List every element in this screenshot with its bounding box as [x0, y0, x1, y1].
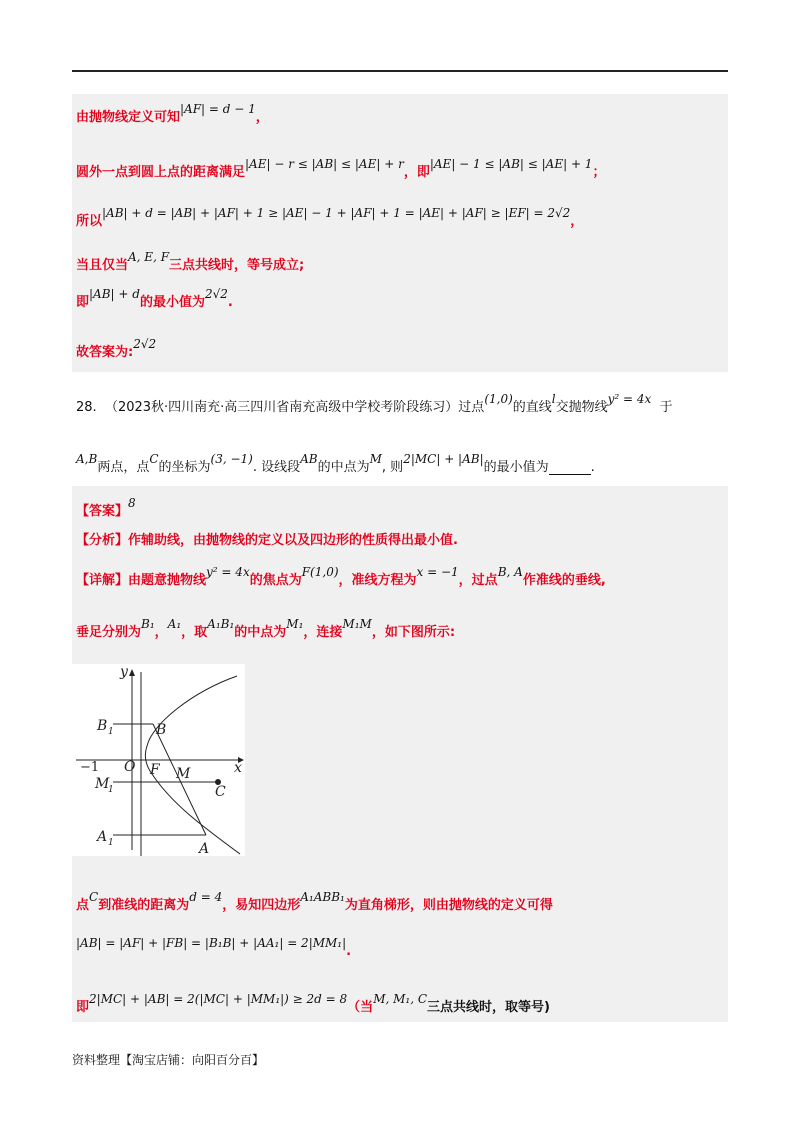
label-x: x [234, 760, 242, 776]
detail-line-1: 【详解】由题意抛物线y² = 4x的焦点为F(1,0)，准线方程为x = −1，过点B, A作准线的垂线, [76, 565, 606, 588]
label-y: y [120, 664, 128, 680]
box1-line-5: 即|AB| + d的最小值为2√2. [76, 287, 233, 310]
label-A1-sub: 1 [108, 838, 114, 848]
box1-line-4: 当且仅当A, E, F三点共线时，等号成立; [76, 250, 305, 273]
solution-box-previous [72, 94, 728, 372]
detail-line-2: 垂足分别为B₁，A₁，取A₁B₁的中点为M₁，连接M₁M，如下图所示: [76, 617, 456, 640]
box1-line-1: 由抛物线定义可知|AF| = d − 1， [76, 102, 269, 125]
label-O: O [124, 759, 136, 775]
detail-line-3: 点C到准线的距离为d = 4，易知四边形A₁ABB₁为直角梯形，则由抛物线的定义可得 [76, 890, 553, 913]
answer-line: 【答案】8 [76, 496, 136, 519]
question-28-line-2: A,B两点，点C的坐标为(3, −1). 设线段AB的中点为M, 则2|MC| + |AB|的最小值为 . [76, 452, 595, 475]
parabola-diagram [72, 664, 245, 856]
label-A1: A [97, 829, 108, 845]
box1-line-2: 圆外一点到圆上点的距离满足|AE| − r ≤ |AB| ≤ |AE| + r，即|AE| − 1 ≤ |AB| ≤ |AE| + 1； [76, 157, 606, 180]
box1-line-6: 故答案为:2√2 [76, 337, 157, 360]
label-B: B [156, 722, 167, 738]
header-rule [72, 70, 728, 72]
label-B1: B [97, 718, 108, 734]
y-axis-arrow [129, 669, 135, 676]
analysis-line: 【分析】作辅助线，由抛物线的定义以及四边形的性质得出最小值. [76, 533, 458, 548]
footer-source: 资料整理【淘宝店铺：向阳百分百】 [72, 1053, 265, 1067]
label-B1-sub: 1 [108, 727, 114, 737]
label-M1: M [95, 776, 110, 792]
detail-line-5: 即2|MC| + |AB| = 2(|MC| + |MM₁|) ≥ 2d = 8（当M, M₁, C三点共线时，取等号) [76, 992, 550, 1015]
question-28-line-1: 28. （2023秋·四川南充·高三四川省南充高级中学校考阶段练习）过点(1,0)的直线l交抛物线y² = 4x 于 [76, 392, 673, 415]
parabola-figure [72, 664, 245, 856]
label-C: C [215, 784, 226, 800]
label-F: F [150, 762, 160, 778]
label-A: A [199, 841, 210, 856]
detail-line-4: |AB| = |AF| + |FB| = |B₁B| + |AA₁| = 2|MM₁|. [76, 936, 352, 959]
label-M1-sub: 1 [108, 785, 114, 795]
answer-blank [549, 462, 591, 475]
box1-line-3: 所以|AB| + d = |AB| + |AF| + 1 ≥ |AE| − 1 + |AF| + 1 = |AE| + |AF| ≥ |EF| = 2√2， [76, 206, 584, 229]
label-neg1: −1 [80, 760, 100, 775]
label-M: M [176, 766, 191, 782]
